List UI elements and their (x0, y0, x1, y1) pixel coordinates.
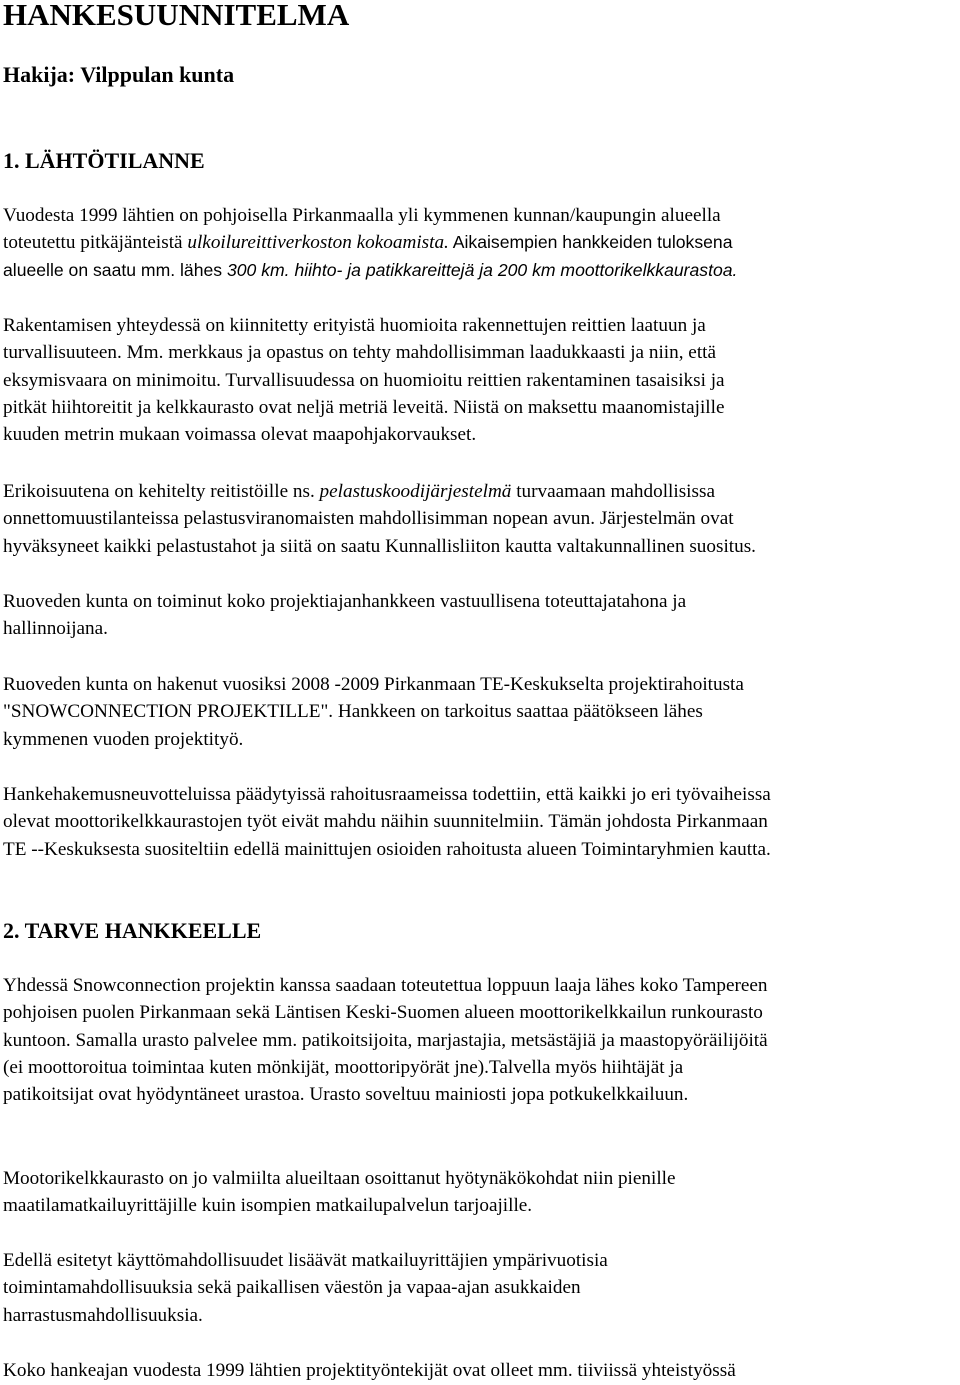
text-line: turvallisuuteen. Mm. merkkaus ja opastus on tehty mahdollisimman laadukkaasti ja niin, että (3, 342, 716, 364)
applicant-heading: Hakija: Vilppulan kunta (3, 62, 235, 87)
text-line: kuntoon. Samalla urasto palvelee mm. patikoitsijoita, marjastajia, metsästäjiä ja maastopyöräilijöitä (3, 1029, 768, 1051)
text-line: Mootorikelkkaurasto on jo valmiilta alueiltaan osoittanut hyötynäkökohdat niin pienille (3, 1168, 676, 1189)
text-line: Ruoveden kunta on hakenut vuosiksi 2008 -2009 Pirkanmaan TE-Keskukselta projektirahoitusta (3, 674, 744, 695)
section-2-paragraph-1 (3, 972, 960, 1108)
text-line: TE --Keskuksesta suositeltiin edellä mainittujen osioiden rahoitusta alueen Toimintaryhmien kautta. (3, 838, 771, 860)
section-1-paragraph-6 (3, 781, 960, 863)
text-line: maatilamatkailuyrittäjille kuin isompien matkailupalvelun tarjoajille. (3, 1195, 533, 1217)
section-2-paragraph-3 (3, 1247, 960, 1329)
text-line: kymmenen vuoden projektityö. (3, 728, 244, 750)
italic-text-run: pelastuskoodijärjestelmä (319, 481, 512, 502)
text-line: pitkät hiihtoreitit ja kelkkaurasto ovat neljä metriä leveitä. Niistä on maksettu maanomistajille (3, 396, 725, 418)
section-2-heading: 2. TARVE HANKKEELLE (3, 918, 262, 943)
text-line: Yhdessä Snowconnection projektin kanssa saadaan toteutettua loppuun laaja lähes koko Tampereen (3, 975, 768, 996)
text-line: Edellä esitetyt käyttömahdollisuudet lisäävät matkailuyrittäjien ympärivuotisia (3, 1250, 608, 1271)
text-line: onnettomuustilanteissa pelastusviranomaisten mahdollisimman nopean avun. Järjestelmän ovat (3, 508, 734, 530)
section-1-paragraph-1 (3, 202, 960, 284)
italic-sans-text-run: 300 km. hiihto- ja patikkareittejä ja 200 km moottorikelkkaurastoa. (226, 259, 738, 280)
section-2-paragraph-4 (3, 1357, 960, 1384)
text-line: Vuodesta 1999 lähtien on pohjoisella Pirkanmaalla yli kymmenen kunnan/kaupungin alueella (3, 205, 721, 226)
text-line: (ei moottoroitua toimintaa kuten mönkijät, moottoripyörät jne).Talvella myös hiihtäjät ja (3, 1056, 684, 1078)
text-line: Ruoveden kunta on toiminut koko projektiajanhankkeen vastuullisena toteuttajatahona ja (3, 591, 687, 612)
text-line: Hankehakemusneuvotteluissa päädytyissä rahoitusraameissa todettiin, että kaikki jo eri työvaiheissa (3, 784, 771, 805)
text-run: turvaamaan mahdollisissa (511, 481, 715, 502)
text-run: toteutettu pitkäjänteistä (3, 232, 188, 254)
text-line (3, 229, 960, 256)
section-1-paragraph-5 (3, 671, 960, 753)
text-line: olevat moottorikelkkaurastojen työt eivät mahdu näihin suunnitelmiin. Tämän johdosta Pirkanmaan (3, 811, 768, 833)
text-run: Erikoisuutena on kehitelty reitistöille ns. (3, 481, 320, 502)
text-line (3, 478, 960, 505)
text-line: hallinnoijana. (3, 618, 108, 640)
section-1-paragraph-3 (3, 478, 960, 560)
text-line: Koko hankeajan vuodesta 1999 lähtien projektityöntekijät ovat olleet mm. tiiviissä yhteistyössä (3, 1360, 736, 1381)
sans-text-run: alueelle on saatu mm. lähes (3, 259, 227, 280)
text-line (3, 257, 960, 284)
text-line: pohjoisen puolen Pirkanmaan sekä Läntisen Keski-Suomen alueen moottorikelkkailun runkourasto (3, 1002, 763, 1024)
section-1-paragraph-2 (3, 312, 960, 448)
section-1-paragraph-4 (3, 588, 960, 643)
section-2-paragraph-2 (3, 1165, 960, 1220)
text-line: toimintamahdollisuuksia sekä paikallisen väestön ja vapaa-ajan asukkaiden (3, 1277, 581, 1299)
text-line: patikoitsijat ovat hyödyntäneet urastoa. Urasto soveltuu mainiosti jopa potkukelkkailuun. (3, 1084, 689, 1106)
text-line: "SNOWCONNECTION PROJEKTILLE". Hankkeen on tarkoitus saattaa päätökseen lähes (3, 701, 703, 723)
document-title: HANKESUUNNITELMA (3, 0, 350, 32)
text-line: harrastusmahdollisuuksia. (3, 1304, 203, 1326)
sans-text-run: Aikaisempien hankkeiden tuloksena (448, 232, 733, 253)
text-line: kuuden metrin mukaan voimassa olevat maapohjakorvaukset. (3, 424, 477, 446)
text-line: hyväksyneet kaikki pelastustahot ja siitä on saatu Kunnallisliiton kautta valtakunnallinen suositus. (3, 535, 756, 557)
section-1-heading: 1. LÄHTÖTILANNE (3, 148, 205, 173)
text-line: Rakentamisen yhteydessä on kiinnitetty erityistä huomioita rakennettujen reittien laatuun ja (3, 315, 706, 336)
italic-text-run: ulkoilureittiverkoston kokoamista. (187, 232, 449, 254)
text-line: eksymisvaara on minimoitu. Turvallisuudessa on huomioitu reittien rakentaminen tasaisiksi ja (3, 369, 725, 391)
